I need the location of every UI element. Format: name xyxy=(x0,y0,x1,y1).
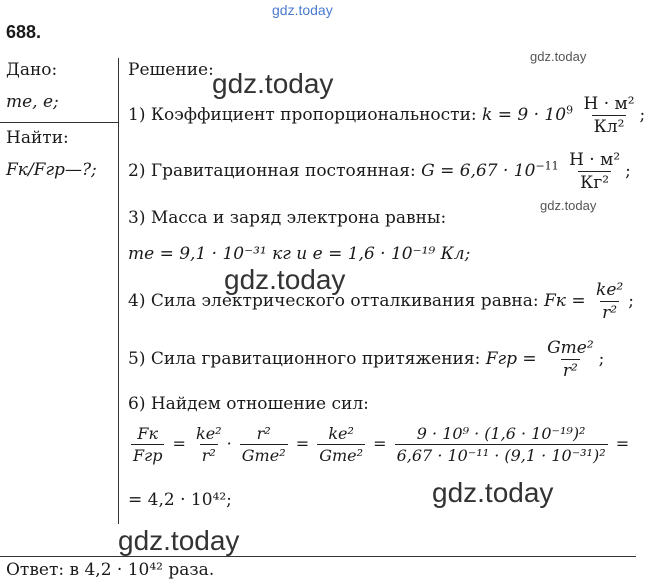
unit-den: Кл² xyxy=(593,117,625,137)
frac-num: Fк xyxy=(137,424,159,443)
step-4 xyxy=(128,280,634,323)
frac-num: ke² xyxy=(596,280,624,300)
step-4-text: 4) Сила электрического отталкивания равна: xyxy=(128,291,539,311)
frac-num: ke² xyxy=(328,424,354,443)
step-2-text: 2) Гравитационная постоянная: xyxy=(128,161,416,181)
given-divider xyxy=(0,122,118,123)
frac-num: Gme² xyxy=(547,338,594,358)
watermark: gdz.today xyxy=(530,49,587,64)
watermark: gdz.today xyxy=(212,68,334,99)
step-1-exp: 9 xyxy=(566,103,574,117)
step-5-text: 5) Сила гравитационного притяжения: xyxy=(128,349,481,369)
find-title: Найти: xyxy=(6,128,69,148)
step-3-line: me = 9,1 · 10⁻³¹ кг и e = 1,6 · 10⁻¹⁹ Кл; xyxy=(128,244,471,264)
frac-den: Gme² xyxy=(319,446,364,465)
column-divider xyxy=(118,58,119,524)
watermark: gdz.today xyxy=(118,525,240,556)
step-1-formula: k = 9 · 10 xyxy=(482,105,567,125)
step-3-text: 3) Масса и заряд электрона равны: xyxy=(128,208,447,228)
step-1-text: 1) Коэффициент пропорциональности: xyxy=(128,105,477,125)
step-1 xyxy=(128,94,645,137)
frac-den: r² xyxy=(602,303,618,323)
combined-frac xyxy=(317,424,365,465)
step-1-end: ; xyxy=(639,105,645,125)
step-6-equation: $\frac{Fк}{\text{Fгр}}$ = $\frac{\text{ke²}}{\text{r²}}$ · $\frac{\text{r²}}{\text{Gme²}}$ = $\frac{\text{ke²}}{\text{Gme²}}$ = $\frac{\text{9 · 10⁹ · (1,6 · 10⁻¹⁹)²}}{\text{6,67 · 10⁻¹¹ · (9,1 · 10⁻³¹)²}}$ = xyxy=(133,424,630,465)
step-5-end: ; xyxy=(598,349,605,369)
solution-title: Решение: xyxy=(128,60,214,80)
frac-den: Fгр xyxy=(133,446,163,465)
frac-num: 9 · 10⁹ · (1,6 · 10⁻¹⁹)² xyxy=(416,424,586,443)
step-2-formula: G = 6,67 · 10 xyxy=(421,161,536,181)
answer: Ответ: в 4,2 · 10⁴² раза. xyxy=(6,560,215,580)
step-5 xyxy=(128,338,604,381)
frac-den: Gme² xyxy=(241,446,286,465)
find-expr: Fк/Fгр—?; xyxy=(6,160,97,180)
frac-den: r² xyxy=(201,446,216,465)
given-title: Дано: xyxy=(6,60,58,80)
step-2-end: ; xyxy=(625,161,631,181)
answer-divider xyxy=(0,556,636,557)
watermark: gdz.today xyxy=(540,198,597,213)
problem-number: 688. xyxy=(6,22,42,42)
step-4-end: ; xyxy=(628,291,634,311)
given-vars: me, e; xyxy=(6,92,59,112)
ratio-frac xyxy=(131,424,164,465)
step-1-unit xyxy=(581,94,636,137)
frac-den: r² xyxy=(562,361,578,381)
numeric-frac xyxy=(395,424,608,465)
step-6-result: = 4,2 · 10⁴²; xyxy=(128,490,232,510)
step-2-unit xyxy=(567,150,622,193)
step-4-lhs: Fк = xyxy=(544,291,586,311)
step-6-text: 6) Найдем отношение сил: xyxy=(128,394,369,414)
step-2-exp: −11 xyxy=(535,159,559,173)
coulomb-frac xyxy=(194,424,224,465)
step-5-lhs: Fгр = xyxy=(485,349,537,369)
step-4-frac xyxy=(594,280,625,323)
unit-num: Н · м² xyxy=(569,150,621,170)
watermark: gdz.today xyxy=(272,2,333,18)
frac-num: ke² xyxy=(196,424,222,443)
frac-den: 6,67 · 10⁻¹¹ · (9,1 · 10⁻³¹)² xyxy=(396,446,606,465)
watermark: gdz.today xyxy=(432,477,554,508)
frac-num: r² xyxy=(256,424,271,443)
step-2 xyxy=(128,150,631,193)
step-5-frac xyxy=(545,338,596,381)
unit-den: Кг² xyxy=(580,173,610,193)
watermark: gdz.today xyxy=(224,264,346,295)
gravity-frac xyxy=(240,424,288,465)
unit-num: Н · м² xyxy=(583,94,635,114)
